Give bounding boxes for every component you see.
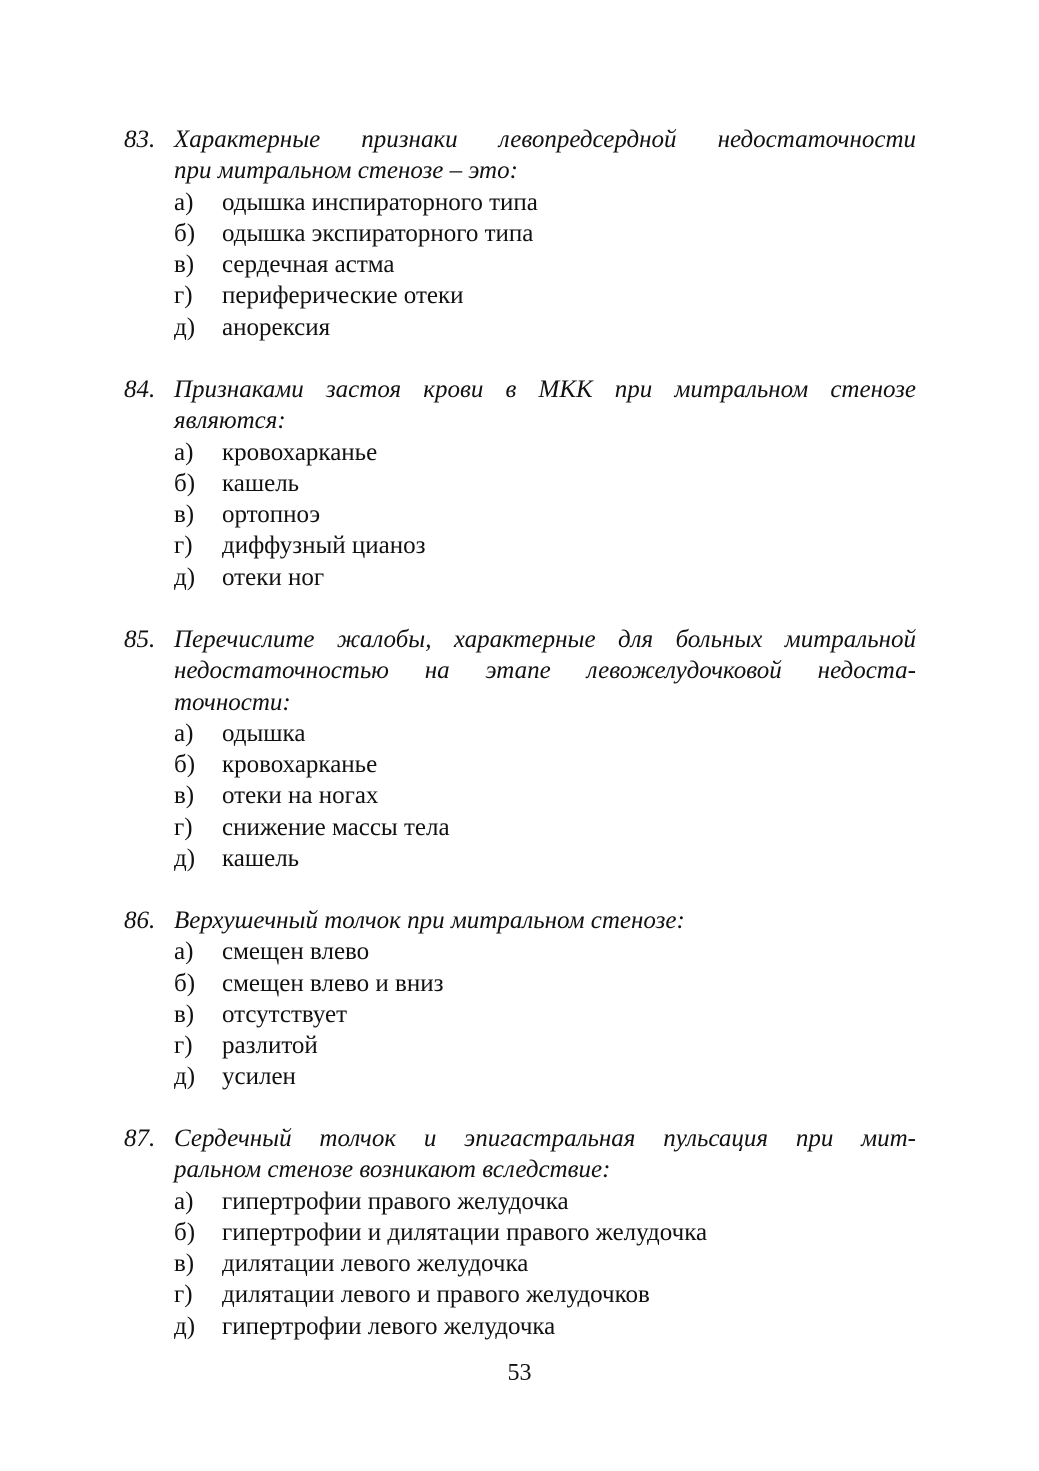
answer-text: кашель <box>222 469 300 497</box>
question-text-line: являются: <box>174 407 286 435</box>
answer-option <box>124 749 916 780</box>
answer-text: дилятации левого желудочка <box>222 1250 529 1278</box>
answer-text: одышка экспираторного типа <box>222 219 534 247</box>
answer-option <box>124 812 916 843</box>
answer-letter: а) <box>174 938 194 966</box>
answer-letter: д) <box>174 1312 196 1340</box>
answer-option <box>124 249 916 280</box>
answer-text: диффузный цианоз <box>222 532 426 560</box>
answer-letter: д) <box>174 845 196 873</box>
answer-option <box>124 999 916 1030</box>
question-number: 83. <box>124 126 156 153</box>
answer-letter: в) <box>174 251 195 279</box>
answer-text: ортопноэ <box>222 501 321 529</box>
question-text-line: Характерные признаки левопредсердной недостаточности <box>174 126 916 153</box>
question-stem <box>124 905 916 936</box>
answer-letter: г) <box>174 813 193 841</box>
answer-option <box>124 218 916 249</box>
question-stem <box>124 124 916 187</box>
question-text-line: Верхушечный толчок при митральном стенозе: <box>174 907 685 934</box>
answer-text: периферические отеки <box>222 282 464 310</box>
answer-text: одышка <box>222 719 306 747</box>
answer-text: кровохарканье <box>222 751 378 779</box>
question-text-line: недостаточностью на этапе левожелудочковой недоста- <box>174 657 916 685</box>
answer-option <box>124 1311 916 1342</box>
question-84 <box>124 374 916 593</box>
answer-option <box>124 1217 916 1248</box>
answer-letter: б) <box>174 1218 196 1246</box>
answer-text: кровохарканье <box>222 438 378 466</box>
page-number: 53 <box>507 1360 532 1386</box>
question-number: 84. <box>124 376 156 403</box>
answer-option <box>124 280 916 311</box>
answer-letter: г) <box>174 282 193 310</box>
answer-option <box>124 1030 916 1061</box>
answer-list <box>124 187 916 343</box>
answer-text: отеки на ногах <box>222 782 379 810</box>
answer-option <box>124 530 916 561</box>
answer-option <box>124 1248 916 1279</box>
answer-option <box>124 780 916 811</box>
answer-option <box>124 936 916 967</box>
answer-letter: г) <box>174 1032 193 1060</box>
answer-letter: а) <box>174 1187 194 1215</box>
answer-text: смещен влево и вниз <box>222 969 444 997</box>
answer-letter: а) <box>174 188 194 216</box>
answer-text: дилятации левого и правого желудочков <box>222 1281 650 1309</box>
answer-letter: б) <box>174 751 196 779</box>
question-text-line: при митральном стенозе – это: <box>174 157 518 185</box>
answer-letter: д) <box>174 1063 196 1091</box>
question-87 <box>124 1123 916 1342</box>
question-86 <box>124 905 916 1093</box>
question-number: 86. <box>124 907 156 934</box>
answer-option <box>124 1186 916 1217</box>
answer-list <box>124 1186 916 1342</box>
answer-text: смещен влево <box>222 938 370 966</box>
question-stem <box>124 1123 916 1186</box>
answer-text: отеки ног <box>222 563 325 591</box>
answer-letter: б) <box>174 219 196 247</box>
answer-text: усилен <box>222 1063 296 1091</box>
answer-option <box>124 499 916 530</box>
answer-letter: а) <box>174 719 194 747</box>
question-number: 85. <box>124 626 156 653</box>
answer-letter: в) <box>174 782 195 810</box>
answer-text: гипертрофии правого желудочка <box>222 1187 569 1215</box>
answer-text: одышка инспираторного типа <box>222 188 538 216</box>
answer-list <box>124 936 916 1092</box>
answer-text: отсутствует <box>222 1000 348 1028</box>
answer-letter: г) <box>174 1281 193 1309</box>
answer-letter: б) <box>174 469 196 497</box>
answer-letter: в) <box>174 1250 195 1278</box>
answer-letter: в) <box>174 501 195 529</box>
answer-option <box>124 437 916 468</box>
question-text-line: Перечислите жалобы, характерные для больных митральной <box>174 626 916 653</box>
answer-text: разлитой <box>222 1032 318 1060</box>
question-83 <box>124 124 916 343</box>
answer-letter: а) <box>174 438 194 466</box>
question-85 <box>124 624 916 874</box>
question-number: 87. <box>124 1125 156 1152</box>
question-stem <box>124 624 916 718</box>
answer-letter: д) <box>174 313 196 341</box>
answer-text: гипертрофии левого желудочка <box>222 1312 556 1340</box>
answer-option <box>124 1061 916 1092</box>
question-stem <box>124 374 916 437</box>
answer-option <box>124 718 916 749</box>
answer-letter: б) <box>174 969 196 997</box>
answer-text: анорексия <box>222 313 331 341</box>
answer-letter: г) <box>174 532 193 560</box>
answer-text: снижение массы тела <box>222 813 450 841</box>
answer-option <box>124 843 916 874</box>
answer-option <box>124 968 916 999</box>
answer-option <box>124 562 916 593</box>
answer-text: гипертрофии и дилятации правого желудочка <box>222 1218 708 1246</box>
answer-letter: в) <box>174 1000 195 1028</box>
answer-option <box>124 1279 916 1310</box>
answer-letter: д) <box>174 563 196 591</box>
answer-option <box>124 468 916 499</box>
question-text-line: ральном стенозе возникают вследствие: <box>174 1156 611 1184</box>
answer-text: сердечная астма <box>222 251 395 279</box>
answer-option <box>124 312 916 343</box>
answer-option <box>124 187 916 218</box>
question-text-line: Сердечный толчок и эпигастральная пульсация при мит- <box>174 1125 916 1152</box>
question-text-line: точности: <box>174 688 291 716</box>
answer-list <box>124 718 916 874</box>
question-text-line: Признаками застоя крови в МКК при митральном стенозе <box>174 376 916 403</box>
answer-text: кашель <box>222 845 300 873</box>
answer-list <box>124 437 916 593</box>
